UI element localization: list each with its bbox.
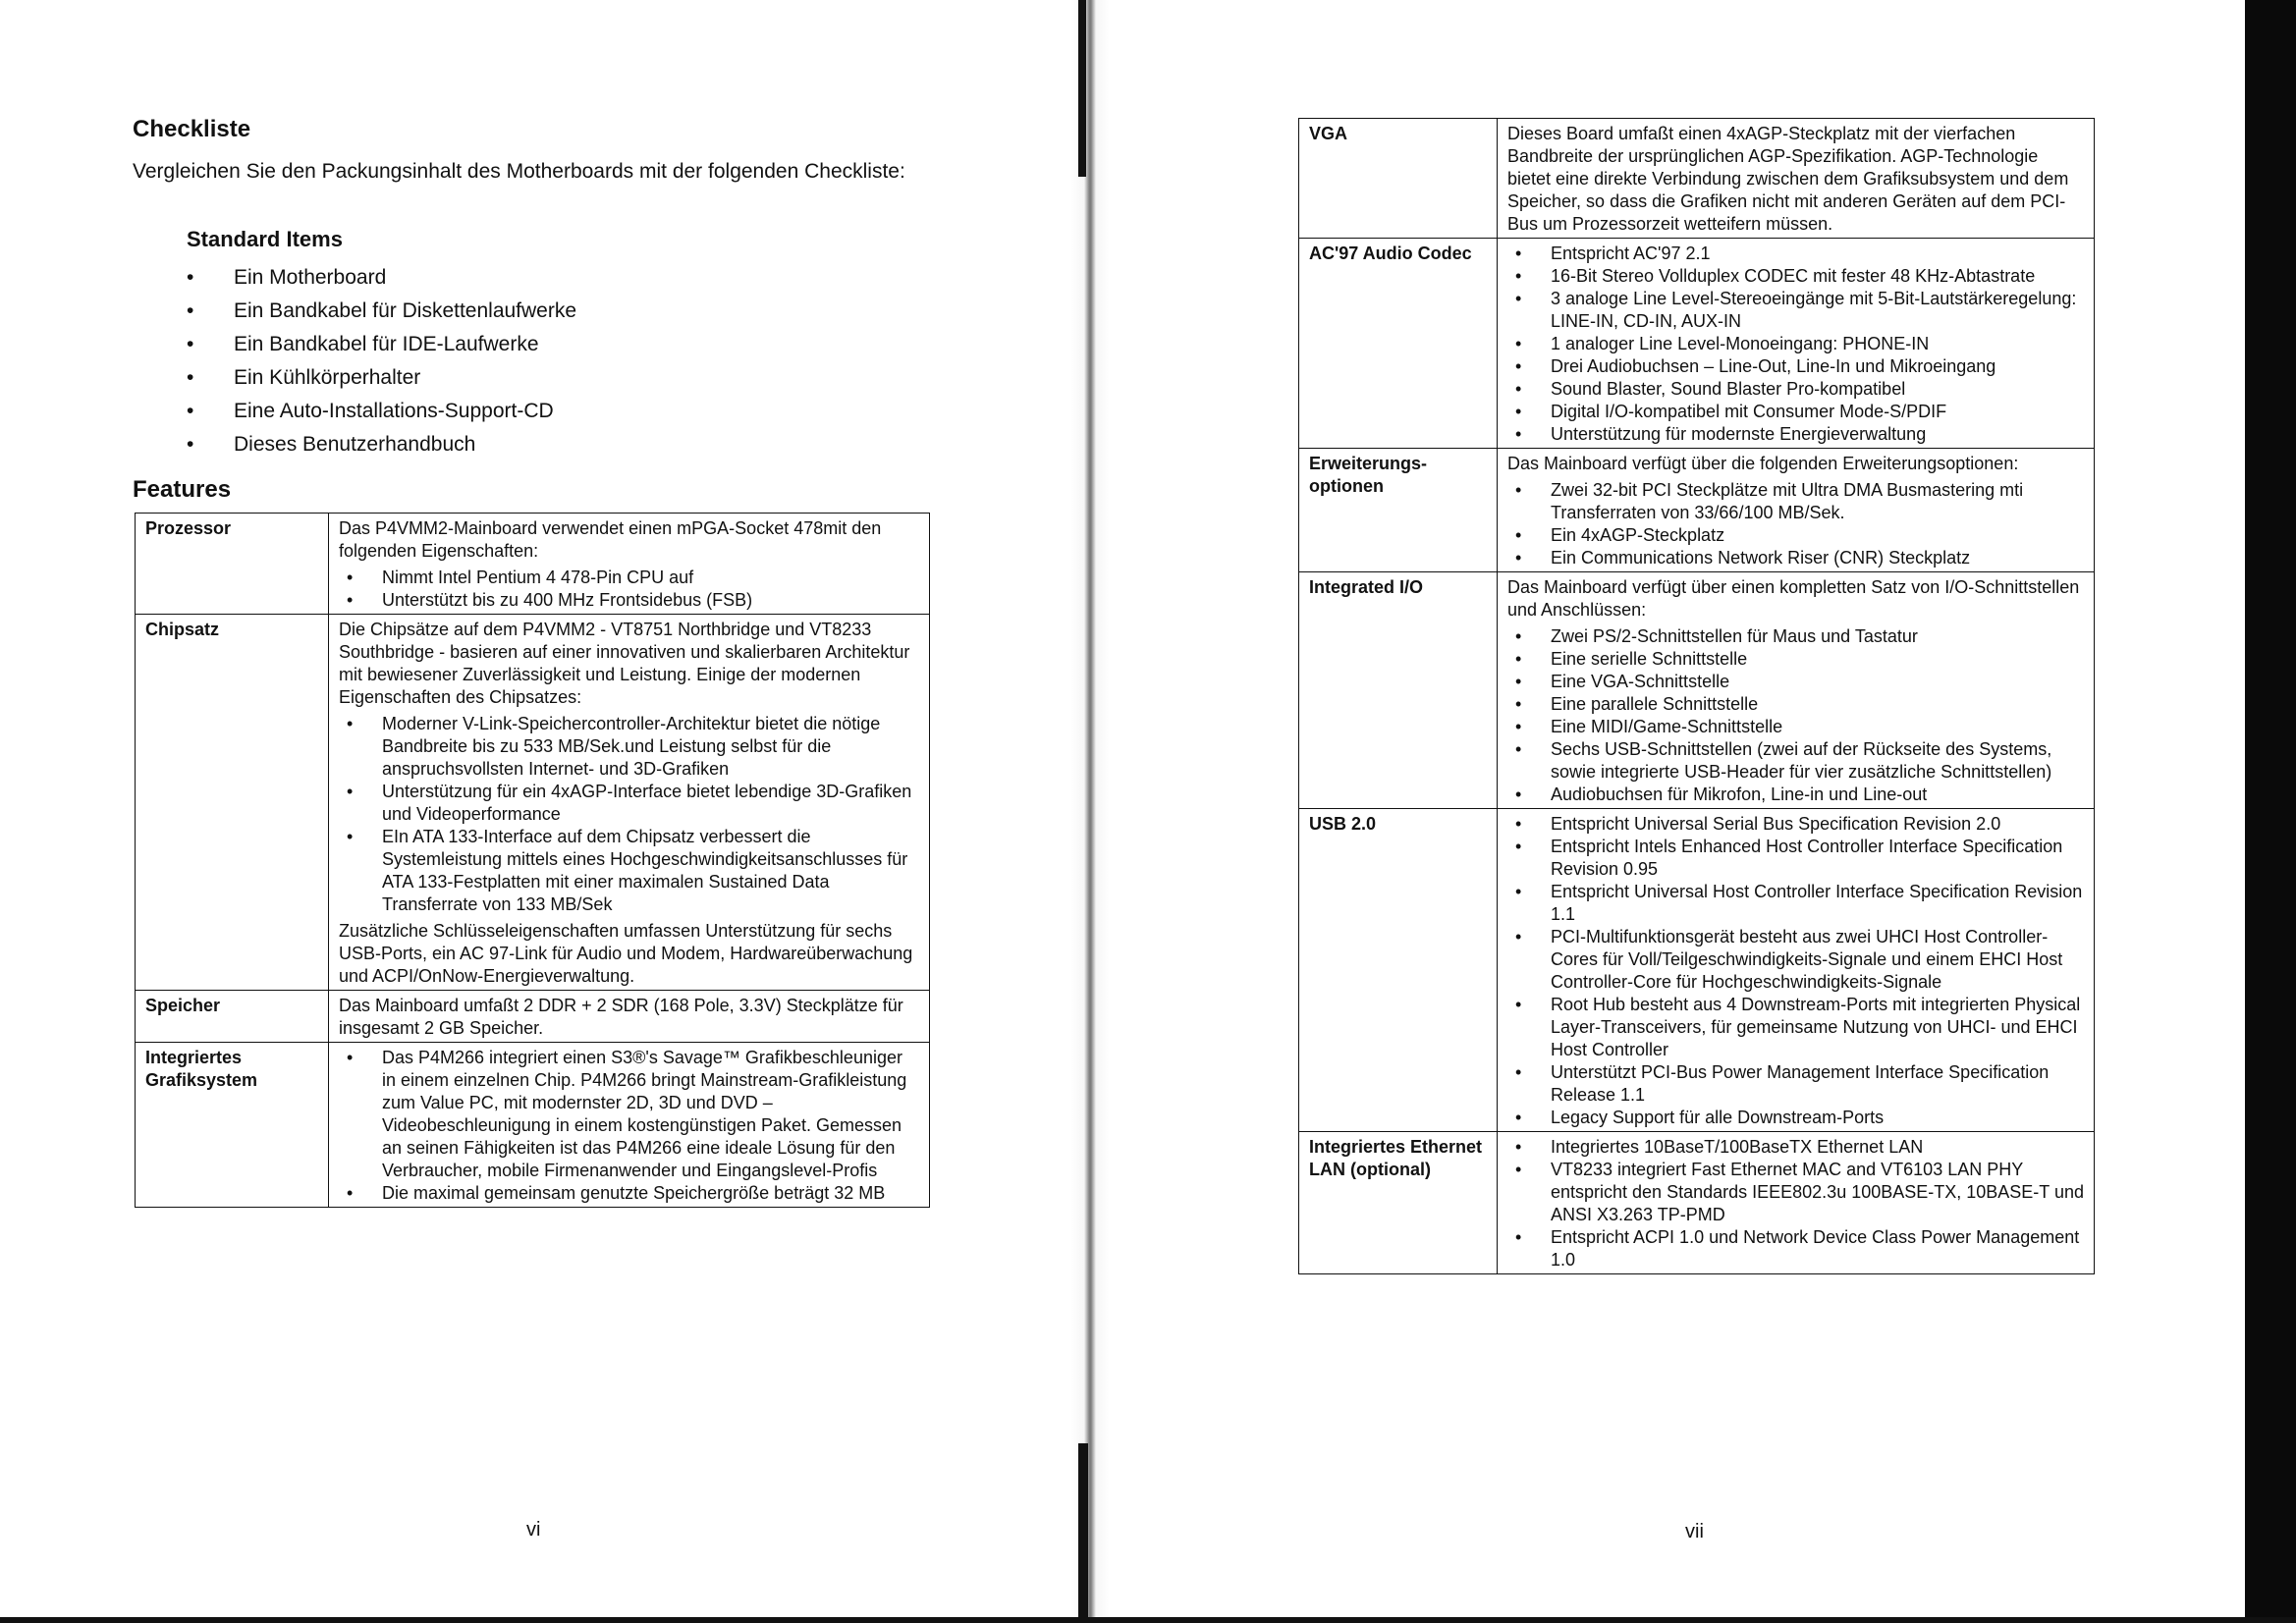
feature-bullet-list <box>1507 1136 2084 1271</box>
feature-bullet: • Entspricht Intels Enhanced Host Controller Interface Specification Revision 0.95 <box>1507 836 2084 881</box>
feature-description <box>1498 1132 2095 1274</box>
spine-mark-top <box>1078 0 1086 177</box>
standard-items-list <box>187 261 874 461</box>
feature-bullet: • 16-Bit Stereo Vollduplex CODEC mit fester 48 KHz-Abtastrate <box>1507 265 2084 288</box>
feature-bullet-list <box>1507 479 2084 569</box>
checklist-item: • Ein Bandkabel für IDE-Laufwerke <box>187 328 874 361</box>
feature-description <box>1498 119 2095 239</box>
feature-label: VGA <box>1299 119 1498 239</box>
checklist-item: • Ein Bandkabel für Diskettenlaufwerke <box>187 295 874 328</box>
feature-description <box>329 514 930 615</box>
feature-text: Das P4VMM2-Mainboard verwendet einen mPGA-Socket 478mit den folgenden Eigenschaften: <box>339 518 882 561</box>
feature-label: Integriertes Ethernet LAN (optional) <box>1299 1132 1498 1274</box>
standard-items-heading: Standard Items <box>187 227 343 251</box>
feature-bullet-list <box>339 1047 919 1205</box>
feature-bullet: • Legacy Support für alle Downstream-Ports <box>1507 1107 2084 1129</box>
feature-text: Die Chipsätze auf dem P4VMM2 - VT8751 Northbridge und VT8233 Southbridge - basieren auf einer innovativen und skalierbaren Architektur mit bewiesener Zuverlässigkeit und Leistung. Einige der modernen Eigenschaften des Chipsatzes: <box>339 620 910 707</box>
feature-bullet: • Zwei 32-bit PCI Steckplätze mit Ultra DMA Busmastering mti Transferraten von 33/66/100 MB/Sek. <box>1507 479 2084 524</box>
feature-description <box>1498 572 2095 809</box>
feature-bullet: • 1 analoger Line Level-Monoeingang: PHONE-IN <box>1507 333 2084 355</box>
feature-label: Speicher <box>136 991 329 1043</box>
feature-label: Integriertes Grafiksystem <box>136 1043 329 1208</box>
feature-label: Integrated I/O <box>1299 572 1498 809</box>
feature-bullet: • Eine serielle Schnittstelle <box>1507 648 2084 671</box>
features-heading: Features <box>133 476 232 503</box>
feature-bullet: • Eine VGA-Schnittstelle <box>1507 671 2084 693</box>
feature-row <box>1299 809 2095 1132</box>
feature-bullet: • Eine parallele Schnittstelle <box>1507 693 2084 716</box>
checklist-heading: Checkliste <box>133 116 251 142</box>
book-spine-shadow <box>1070 0 1110 1623</box>
feature-description <box>329 615 930 991</box>
feature-bullet: • Sound Blaster, Sound Blaster Pro-kompatibel <box>1507 378 2084 401</box>
page-number: vii <box>1685 1521 1704 1542</box>
feature-bullet: • Unterstützt bis zu 400 MHz Frontsidebus (FSB) <box>339 589 919 612</box>
feature-bullet-list <box>1507 813 2084 1129</box>
checklist-item: • Ein Motherboard <box>187 261 874 295</box>
feature-bullet: • Ein Communications Network Riser (CNR) Steckplatz <box>1507 547 2084 569</box>
feature-bullet: • VT8233 integriert Fast Ethernet MAC and VT6103 LAN PHY entspricht den Standards IEEE802.3u 100BASE-TX, 10BASE-T und ANSI X3.263 TP-PMD <box>1507 1159 2084 1226</box>
checklist-item: • Ein Kühlkörperhalter <box>187 361 874 395</box>
feature-bullet: • Entspricht AC'97 2.1 <box>1507 243 2084 265</box>
feature-row <box>136 991 930 1043</box>
scan-edge-right <box>2245 0 2296 1623</box>
feature-bullet: • Ein 4xAGP-Steckplatz <box>1507 524 2084 547</box>
features-table <box>135 513 930 1208</box>
feature-bullet: • Audiobuchsen für Mikrofon, Line-in und Line-out <box>1507 784 2084 806</box>
feature-text: Das Mainboard umfaßt 2 DDR + 2 SDR (168 Pole, 3.3V) Steckplätze für insgesamt 2 GB Speicher. <box>339 996 903 1038</box>
feature-bullet: • Zwei PS/2-Schnittstellen für Maus und Tastatur <box>1507 625 2084 648</box>
feature-row <box>1299 119 2095 239</box>
feature-bullet: • PCI-Multifunktionsgerät besteht aus zwei UHCI Host Controller-Cores für Voll/Teilgeschwindigkeits-Signale und einem EHCI Host Controller-Core für Hochgeschwindigkeits-Signale <box>1507 926 2084 994</box>
feature-bullet: • Entspricht Universal Serial Bus Specification Revision 2.0 <box>1507 813 2084 836</box>
feature-row <box>1299 239 2095 449</box>
feature-description <box>1498 809 2095 1132</box>
feature-row <box>136 1043 930 1208</box>
feature-bullet: • Das P4M266 integriert einen S3®'s Savage™ Grafikbeschleuniger in einem einzelnen Chip. P4M266 bringt Mainstream-Grafikleistung zum Value PC, mit modernster 2D, 3D und DVD –Videobeschleunigung in einem kostengünstigen Paket. Gemessen an seinen Fähigkeiten ist das P4M266 eine ideale Lösung für den Verbraucher, mobile Firmenanwender und Eingangslevel-Profis <box>339 1047 919 1182</box>
checklist-intro: Vergleichen Sie den Packungsinhalt des Motherboards mit der folgenden Checkliste: <box>133 160 905 183</box>
feature-row <box>136 615 930 991</box>
feature-label: Chipsatz <box>136 615 329 991</box>
feature-bullet: • Moderner V-Link-Speichercontroller-Architektur bietet die nötige Bandbreite bis zu 533 MB/Sek.und Leistung selbst für die anspruchsvollsten Internet- und 3D-Grafiken <box>339 713 919 781</box>
feature-description <box>329 1043 930 1208</box>
feature-bullet: • Entspricht ACPI 1.0 und Network Device Class Power Management 1.0 <box>1507 1226 2084 1271</box>
feature-bullet: • Unterstützt PCI-Bus Power Management Interface Specification Release 1.1 <box>1507 1061 2084 1107</box>
feature-bullet: • Integriertes 10BaseT/100BaseTX Ethernet LAN <box>1507 1136 2084 1159</box>
feature-row <box>1299 1132 2095 1274</box>
feature-text: Das Mainboard verfügt über einen kompletten Satz von I/O-Schnittstellen und Anschlüssen: <box>1507 577 2080 620</box>
feature-bullet-list <box>1507 625 2084 806</box>
features-table-continued <box>1298 118 2095 1274</box>
feature-bullet: • Unterstützung für ein 4xAGP-Interface bietet lebendige 3D-Grafiken und Videoperformance <box>339 781 919 826</box>
checklist-item: • Dieses Benutzerhandbuch <box>187 428 874 461</box>
feature-bullet: • Digital I/O-kompatibel mit Consumer Mode-S/PDIF <box>1507 401 2084 423</box>
feature-label: USB 2.0 <box>1299 809 1498 1132</box>
feature-bullet-list <box>1507 243 2084 446</box>
feature-row <box>1299 449 2095 572</box>
feature-bullet: • Nimmt Intel Pentium 4 478-Pin CPU auf <box>339 567 919 589</box>
feature-bullet: • EIn ATA 133-Interface auf dem Chipsatz verbessert die Systemleistung mittels eines Hochgeschwindigkeitsanschlusses für ATA 133-Festplatten mit einer maximalen Sustained Data Transferrate von 133 MB/Sek <box>339 826 919 916</box>
feature-bullet: • Entspricht Universal Host Controller Interface Specification Revision 1.1 <box>1507 881 2084 926</box>
feature-label: Erweiterungs-optionen <box>1299 449 1498 572</box>
feature-description <box>1498 449 2095 572</box>
feature-bullet: • Unterstützung für modernste Energieverwaltung <box>1507 423 2084 446</box>
feature-text: Das Mainboard verfügt über die folgenden Erweiterungsoptionen: <box>1507 454 2019 473</box>
feature-bullet: • Drei Audiobuchsen – Line-Out, Line-In und Mikroeingang <box>1507 355 2084 378</box>
feature-bullet-list <box>339 713 919 916</box>
feature-bullet-list <box>339 567 919 612</box>
feature-text: Dieses Board umfaßt einen 4xAGP-Steckplatz mit der vierfachen Bandbreite der ursprünglichen AGP-Spezifikation. AGP-Technologie bietet eine direkte Verbindung zwischen dem Grafiksubsystem und dem Speicher, so dass die Grafiken nicht mit anderen Geräten auf dem PCI-Bus um Prozessorzeit wetteifern müssen. <box>1507 124 2069 234</box>
feature-text: Zusätzliche Schlüsseleigenschaften umfassen Unterstützung für sechs USB-Ports, ein AC 97-Link für Audio und Modem, Hardwareüberwachung und ACPI/OnNow-Energieverwaltung. <box>339 921 913 986</box>
page-number: vi <box>526 1519 541 1541</box>
feature-bullet: • 3 analoge Line Level-Stereoeingänge mit 5-Bit-Lautstärkeregelung: LINE-IN, CD-IN, AUX-IN <box>1507 288 2084 333</box>
feature-label: Prozessor <box>136 514 329 615</box>
feature-bullet: • Root Hub besteht aus 4 Downstream-Ports mit integrierten Physical Layer-Transceivers, für gemeinsame Nutzung von UHCI- und EHCI Host Controller <box>1507 994 2084 1061</box>
feature-row <box>1299 572 2095 809</box>
scan-edge-bottom <box>0 1617 2296 1623</box>
feature-label: AC'97 Audio Codec <box>1299 239 1498 449</box>
checklist-item: • Eine Auto-Installations-Support-CD <box>187 395 874 428</box>
feature-description <box>1498 239 2095 449</box>
feature-bullet: • Die maximal gemeinsam genutzte Speichergröße beträgt 32 MB <box>339 1182 919 1205</box>
feature-bullet: • Sechs USB-Schnittstellen (zwei auf der Rückseite des Systems, sowie integrierte USB-Header für vier zusätzliche Schnittstellen) <box>1507 738 2084 784</box>
spine-mark-bottom <box>1078 1443 1088 1623</box>
feature-bullet: • Eine MIDI/Game-Schnittstelle <box>1507 716 2084 738</box>
feature-description <box>329 991 930 1043</box>
feature-row <box>136 514 930 615</box>
